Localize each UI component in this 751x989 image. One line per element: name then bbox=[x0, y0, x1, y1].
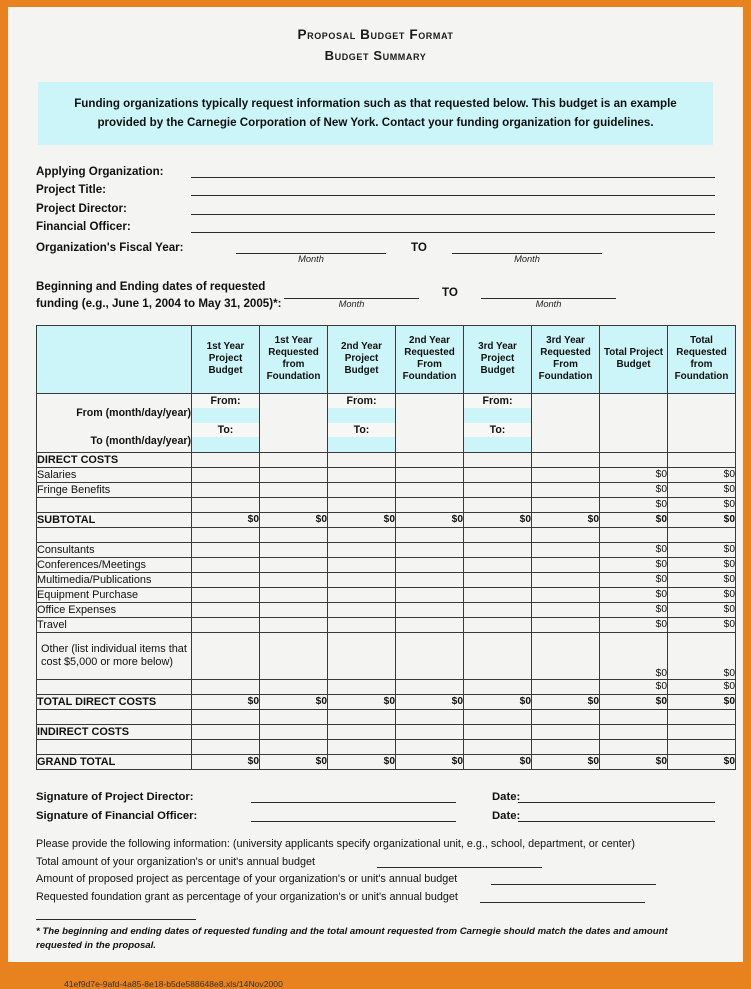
table-cell[interactable] bbox=[260, 452, 328, 467]
table-cell[interactable]: $0 bbox=[532, 694, 600, 709]
column-header-6: Total Project Budget bbox=[600, 325, 668, 393]
budget-table-body bbox=[37, 393, 736, 769]
table-cell[interactable] bbox=[192, 617, 260, 632]
table-cell[interactable] bbox=[396, 527, 464, 542]
row-label bbox=[37, 739, 192, 754]
table-cell[interactable] bbox=[396, 602, 464, 617]
table-cell[interactable]: $0 bbox=[600, 497, 668, 512]
budget-header-row bbox=[37, 325, 736, 393]
row-label bbox=[37, 709, 192, 724]
page-subtitle: Budget Summary bbox=[324, 47, 427, 63]
date-to-prefix: To: bbox=[328, 423, 395, 437]
financial-officer-signature-input[interactable] bbox=[251, 808, 456, 822]
table-cell[interactable] bbox=[464, 709, 532, 724]
row-label bbox=[37, 679, 192, 694]
month-caption: Month bbox=[298, 254, 324, 265]
table-cell[interactable] bbox=[328, 527, 396, 542]
table-cell[interactable] bbox=[532, 542, 600, 557]
info-row-grant-percentage bbox=[36, 885, 715, 903]
date-from-input[interactable] bbox=[328, 408, 395, 423]
table-cell[interactable] bbox=[260, 679, 328, 694]
footnote-text: * The beginning and ending dates of requested funding and the total amount requested from Carnegie should match the dates and amount requested in the proposal. bbox=[36, 925, 668, 951]
page-title: Proposal Budget Format bbox=[297, 27, 454, 42]
date-cell-empty[interactable] bbox=[260, 393, 328, 452]
table-cell[interactable]: $0 bbox=[600, 754, 668, 769]
table-cell[interactable] bbox=[532, 709, 600, 724]
month-caption: Month bbox=[338, 298, 365, 309]
table-cell[interactable] bbox=[600, 724, 668, 739]
table-cell[interactable] bbox=[192, 557, 260, 572]
table-cell[interactable] bbox=[328, 602, 396, 617]
table-cell[interactable] bbox=[260, 572, 328, 587]
table-cell[interactable] bbox=[192, 452, 260, 467]
date-from-input[interactable] bbox=[192, 408, 259, 423]
table-cell[interactable] bbox=[396, 497, 464, 512]
date-cell-year2[interactable] bbox=[328, 393, 396, 452]
table-cell[interactable]: $0 bbox=[600, 572, 668, 587]
table-cell[interactable] bbox=[396, 739, 464, 754]
row-label: TOTAL DIRECT COSTS bbox=[37, 694, 192, 709]
field-applying-organization bbox=[36, 159, 715, 178]
info-label: Total amount of your organization's or unit's annual budget bbox=[36, 855, 316, 868]
table-cell[interactable] bbox=[532, 467, 600, 482]
table-cell[interactable] bbox=[532, 482, 600, 497]
table-cell[interactable] bbox=[668, 452, 736, 467]
date-cell-empty[interactable] bbox=[600, 393, 668, 452]
table-row bbox=[37, 527, 736, 542]
row-label bbox=[37, 527, 192, 542]
table-cell[interactable] bbox=[328, 709, 396, 724]
table-row bbox=[37, 542, 736, 557]
funding-dates-from-input[interactable] bbox=[284, 285, 419, 299]
table-cell[interactable]: $0 bbox=[668, 587, 736, 602]
fiscal-year-captions bbox=[36, 254, 715, 268]
info-banner: Funding organizations typically request information such as that requested below. This budget is an example provided by the Carnegie Corporation of New York. Contact your funding organization for guidelines. bbox=[38, 82, 713, 145]
grant-percentage-input[interactable] bbox=[480, 890, 645, 903]
table-cell[interactable] bbox=[464, 527, 532, 542]
date-cell-empty[interactable] bbox=[668, 393, 736, 452]
table-cell[interactable] bbox=[192, 709, 260, 724]
table-cell[interactable]: $0 bbox=[396, 512, 464, 527]
table-cell[interactable] bbox=[192, 587, 260, 602]
document-id: 41ef9d7e-9afd-4a85-8e18-b5de588648e8.xls/14Nov2000 bbox=[64, 978, 283, 989]
table-cell[interactable] bbox=[396, 617, 464, 632]
table-cell[interactable] bbox=[464, 724, 532, 739]
table-row bbox=[37, 724, 736, 739]
table-cell[interactable]: $0 bbox=[532, 754, 600, 769]
table-cell[interactable] bbox=[532, 602, 600, 617]
table-cell[interactable] bbox=[668, 724, 736, 739]
funding-dates-fields bbox=[284, 280, 715, 313]
field-funding-dates bbox=[36, 279, 715, 313]
form-fields bbox=[36, 159, 715, 313]
table-cell[interactable]: $0 bbox=[464, 694, 532, 709]
project-percentage-input[interactable] bbox=[491, 872, 656, 885]
info-intro-row bbox=[36, 833, 715, 851]
table-cell[interactable]: $0 bbox=[192, 754, 260, 769]
table-cell[interactable] bbox=[328, 617, 396, 632]
date-range-row bbox=[37, 393, 736, 452]
date-from-prefix: From: bbox=[328, 394, 395, 408]
signature-row-director bbox=[36, 784, 715, 803]
table-cell[interactable]: $0 bbox=[600, 482, 668, 497]
table-cell[interactable] bbox=[192, 467, 260, 482]
info-intro: Please provide the following information: (university applicants specify organizational unit, e.g., school, department, or center) bbox=[36, 838, 635, 851]
date-range-labels bbox=[37, 393, 192, 452]
table-cell[interactable] bbox=[396, 482, 464, 497]
table-cell[interactable] bbox=[192, 679, 260, 694]
field-label: Applying Organization: bbox=[36, 164, 164, 178]
table-cell[interactable] bbox=[396, 632, 464, 679]
table-cell[interactable]: $0 bbox=[260, 512, 328, 527]
funding-dates-label bbox=[36, 279, 284, 313]
table-cell[interactable]: $0 bbox=[260, 754, 328, 769]
table-cell[interactable] bbox=[260, 482, 328, 497]
row-label: Office Expenses bbox=[37, 602, 192, 617]
row-label: Salaries bbox=[37, 467, 192, 482]
table-cell[interactable]: $0 bbox=[668, 694, 736, 709]
column-header-4: 3rd Year Project Budget bbox=[464, 325, 532, 393]
table-cell[interactable]: $0 bbox=[192, 694, 260, 709]
column-header-7: Total Requested from Foundation bbox=[668, 325, 736, 393]
row-label: DIRECT COSTS bbox=[37, 452, 192, 467]
table-cell[interactable] bbox=[192, 497, 260, 512]
table-cell[interactable] bbox=[464, 482, 532, 497]
table-cell[interactable] bbox=[396, 452, 464, 467]
table-cell[interactable] bbox=[600, 452, 668, 467]
field-financial-officer bbox=[36, 215, 715, 234]
row-label: INDIRECT COSTS bbox=[37, 724, 192, 739]
fiscal-year-to-input[interactable] bbox=[452, 240, 602, 254]
date-to-prefix: To: bbox=[464, 423, 531, 437]
row-label: Conferences/Meetings bbox=[37, 557, 192, 572]
date-label: Date: bbox=[492, 790, 521, 803]
table-cell[interactable]: $0 bbox=[396, 754, 464, 769]
project-director-date-input[interactable] bbox=[518, 789, 715, 803]
table-cell[interactable]: $0 bbox=[668, 602, 736, 617]
table-cell[interactable]: $0 bbox=[668, 542, 736, 557]
table-cell[interactable] bbox=[668, 709, 736, 724]
table-cell[interactable] bbox=[668, 739, 736, 754]
table-cell[interactable] bbox=[532, 617, 600, 632]
table-row bbox=[37, 452, 736, 467]
funding-dates-label-line2: funding (e.g., June 1, 2004 to May 31, 2005)*: bbox=[36, 297, 282, 311]
fiscal-year-from-input[interactable] bbox=[236, 240, 386, 254]
table-cell[interactable]: $0 bbox=[600, 467, 668, 482]
table-cell[interactable] bbox=[464, 542, 532, 557]
table-row bbox=[37, 512, 736, 527]
date-to-prefix: To: bbox=[192, 423, 259, 437]
table-cell[interactable] bbox=[192, 542, 260, 557]
table-cell[interactable]: $0 bbox=[668, 467, 736, 482]
row-label: GRAND TOTAL bbox=[37, 754, 192, 769]
table-row bbox=[37, 587, 736, 602]
table-cell[interactable]: $0 bbox=[600, 602, 668, 617]
table-cell[interactable]: $0 bbox=[668, 679, 736, 694]
table-cell[interactable] bbox=[464, 632, 532, 679]
table-row bbox=[37, 709, 736, 724]
field-label: Financial Officer: bbox=[36, 220, 131, 234]
footnote-divider bbox=[36, 919, 196, 920]
table-cell[interactable] bbox=[260, 497, 328, 512]
table-cell[interactable]: $0 bbox=[668, 497, 736, 512]
table-cell[interactable] bbox=[260, 632, 328, 679]
signature-section bbox=[36, 784, 715, 822]
info-row-project-percentage bbox=[36, 868, 715, 886]
table-cell[interactable] bbox=[260, 587, 328, 602]
table-cell[interactable] bbox=[396, 709, 464, 724]
table-cell[interactable] bbox=[396, 587, 464, 602]
table-cell[interactable] bbox=[532, 679, 600, 694]
table-cell[interactable] bbox=[464, 739, 532, 754]
table-cell[interactable] bbox=[260, 527, 328, 542]
field-fiscal-year bbox=[36, 235, 715, 254]
project-director-input[interactable] bbox=[191, 201, 715, 215]
funding-dates-to-word: TO bbox=[442, 285, 458, 299]
table-cell[interactable]: $0 bbox=[600, 679, 668, 694]
date-from-prefix: From: bbox=[192, 394, 259, 408]
table-cell[interactable]: $0 bbox=[396, 694, 464, 709]
date-to-input[interactable] bbox=[328, 437, 395, 452]
table-cell[interactable]: $0 bbox=[328, 694, 396, 709]
table-cell[interactable] bbox=[328, 632, 396, 679]
info-label: Requested foundation grant as percentage of your organization's or unit's annual budget bbox=[36, 890, 458, 903]
date-from-input[interactable] bbox=[464, 408, 531, 423]
table-cell[interactable] bbox=[260, 542, 328, 557]
table-cell[interactable]: $0 bbox=[668, 512, 736, 527]
table-cell[interactable]: $0 bbox=[192, 512, 260, 527]
table-cell[interactable] bbox=[328, 679, 396, 694]
date-to-label: To (month/day/year) bbox=[90, 434, 191, 447]
row-label: Other (list individual items that cost $5,000 or more below) bbox=[37, 632, 192, 679]
row-label: Fringe Benefits bbox=[37, 482, 192, 497]
field-label: Project Director: bbox=[36, 201, 127, 215]
applying-organization-input[interactable] bbox=[191, 164, 715, 178]
table-cell[interactable] bbox=[532, 632, 600, 679]
table-cell[interactable] bbox=[260, 557, 328, 572]
signature-row-officer bbox=[36, 803, 715, 822]
table-cell[interactable] bbox=[260, 617, 328, 632]
column-header-0: 1st Year Project Budget bbox=[192, 325, 260, 393]
date-from-label: From (month/day/year) bbox=[76, 407, 191, 420]
table-cell[interactable] bbox=[532, 497, 600, 512]
table-cell[interactable]: $0 bbox=[464, 754, 532, 769]
date-to-input[interactable] bbox=[192, 437, 259, 452]
table-cell[interactable] bbox=[464, 572, 532, 587]
funding-dates-to-input[interactable] bbox=[481, 285, 616, 299]
row-label: Travel bbox=[37, 617, 192, 632]
table-cell[interactable]: $0 bbox=[600, 632, 668, 679]
table-cell[interactable]: $0 bbox=[600, 512, 668, 527]
date-cell-year1[interactable] bbox=[192, 393, 260, 452]
table-cell[interactable]: $0 bbox=[668, 617, 736, 632]
table-cell[interactable] bbox=[260, 709, 328, 724]
column-header-5: 3rd Year Requested From Foundation bbox=[532, 325, 600, 393]
table-cell[interactable] bbox=[260, 602, 328, 617]
signature-label: Signature of Financial Officer: bbox=[36, 809, 198, 822]
table-row bbox=[37, 754, 736, 769]
funding-dates-label-line1: Beginning and Ending dates of requested bbox=[36, 280, 266, 294]
table-cell[interactable]: $0 bbox=[668, 572, 736, 587]
table-cell[interactable]: $0 bbox=[600, 617, 668, 632]
table-cell[interactable] bbox=[396, 679, 464, 694]
table-cell[interactable] bbox=[600, 527, 668, 542]
table-cell[interactable] bbox=[328, 542, 396, 557]
table-cell[interactable]: $0 bbox=[328, 512, 396, 527]
additional-info-section bbox=[36, 833, 715, 903]
table-cell[interactable] bbox=[464, 679, 532, 694]
column-header-3: 2nd Year Requested From Foundation bbox=[396, 325, 464, 393]
table-cell[interactable] bbox=[192, 724, 260, 739]
table-cell[interactable] bbox=[192, 482, 260, 497]
table-row bbox=[37, 557, 736, 572]
table-row bbox=[37, 679, 736, 694]
table-row bbox=[37, 572, 736, 587]
table-row bbox=[37, 739, 736, 754]
annual-budget-input[interactable] bbox=[377, 855, 542, 868]
budget-table-head bbox=[37, 325, 736, 393]
table-cell[interactable] bbox=[532, 739, 600, 754]
date-label: Date: bbox=[492, 809, 521, 822]
month-caption: Month bbox=[514, 254, 540, 265]
date-cell-year3[interactable] bbox=[464, 393, 532, 452]
table-row bbox=[37, 467, 736, 482]
table-row bbox=[37, 602, 736, 617]
corner-header bbox=[37, 325, 192, 393]
table-cell[interactable] bbox=[396, 542, 464, 557]
row-label: Multimedia/Publications bbox=[37, 572, 192, 587]
field-project-director bbox=[36, 196, 715, 215]
table-cell[interactable] bbox=[396, 572, 464, 587]
field-label: Project Title: bbox=[36, 183, 107, 197]
table-cell[interactable]: $0 bbox=[668, 754, 736, 769]
table-cell[interactable] bbox=[328, 452, 396, 467]
table-cell[interactable] bbox=[464, 467, 532, 482]
table-cell[interactable] bbox=[328, 557, 396, 572]
financial-officer-input[interactable] bbox=[191, 219, 715, 233]
table-cell[interactable]: $0 bbox=[600, 542, 668, 557]
table-cell[interactable]: $0 bbox=[600, 694, 668, 709]
date-to-input[interactable] bbox=[464, 437, 531, 452]
table-cell[interactable] bbox=[328, 482, 396, 497]
column-header-2: 2nd Year Project Budget bbox=[328, 325, 396, 393]
info-label: Amount of proposed project as percentage of your organization's or unit's annual budget bbox=[36, 873, 458, 886]
info-row-annual-budget bbox=[36, 850, 715, 868]
financial-officer-date-input[interactable] bbox=[518, 808, 715, 822]
table-cell[interactable]: $0 bbox=[600, 557, 668, 572]
table-cell[interactable] bbox=[192, 602, 260, 617]
table-cell[interactable] bbox=[192, 572, 260, 587]
table-cell[interactable] bbox=[532, 587, 600, 602]
table-cell[interactable]: $0 bbox=[668, 482, 736, 497]
table-cell[interactable] bbox=[328, 467, 396, 482]
table-cell[interactable] bbox=[668, 527, 736, 542]
table-cell[interactable] bbox=[260, 739, 328, 754]
table-cell[interactable] bbox=[532, 527, 600, 542]
row-label: Consultants bbox=[37, 542, 192, 557]
table-cell[interactable]: $0 bbox=[464, 512, 532, 527]
month-caption: Month bbox=[535, 298, 562, 309]
table-cell[interactable] bbox=[396, 724, 464, 739]
fiscal-year-label: Organization's Fiscal Year: bbox=[36, 241, 184, 255]
table-cell[interactable] bbox=[396, 467, 464, 482]
budget-table bbox=[36, 325, 736, 770]
table-cell[interactable] bbox=[464, 602, 532, 617]
table-cell[interactable] bbox=[464, 452, 532, 467]
table-cell[interactable]: $0 bbox=[260, 694, 328, 709]
table-cell[interactable] bbox=[192, 527, 260, 542]
table-cell[interactable]: $0 bbox=[328, 754, 396, 769]
date-cell-empty[interactable] bbox=[532, 393, 600, 452]
table-row bbox=[37, 497, 736, 512]
date-from-prefix: From: bbox=[464, 394, 531, 408]
table-row bbox=[37, 482, 736, 497]
fiscal-year-to-word: TO bbox=[411, 241, 427, 255]
row-label bbox=[37, 497, 192, 512]
signature-label: Signature of Project Director: bbox=[36, 790, 194, 803]
document-page bbox=[8, 7, 743, 989]
column-header-1: 1st Year Requested from Foundation bbox=[260, 325, 328, 393]
table-cell[interactable] bbox=[600, 709, 668, 724]
field-project-title bbox=[36, 178, 715, 197]
row-label: Equipment Purchase bbox=[37, 587, 192, 602]
table-cell[interactable] bbox=[328, 572, 396, 587]
table-cell[interactable] bbox=[328, 587, 396, 602]
table-row bbox=[37, 694, 736, 709]
table-cell[interactable] bbox=[328, 497, 396, 512]
table-cell[interactable] bbox=[532, 452, 600, 467]
table-cell[interactable]: $0 bbox=[668, 632, 736, 679]
table-cell[interactable] bbox=[328, 724, 396, 739]
project-title-input[interactable] bbox=[191, 182, 715, 196]
table-cell[interactable] bbox=[532, 557, 600, 572]
table-cell[interactable] bbox=[600, 739, 668, 754]
project-director-signature-input[interactable] bbox=[251, 789, 456, 803]
table-cell[interactable] bbox=[260, 724, 328, 739]
table-cell[interactable] bbox=[396, 557, 464, 572]
table-row bbox=[37, 617, 736, 632]
title-block bbox=[28, 25, 723, 66]
table-cell[interactable]: $0 bbox=[668, 557, 736, 572]
table-cell[interactable] bbox=[532, 572, 600, 587]
table-cell[interactable] bbox=[192, 632, 260, 679]
table-cell[interactable] bbox=[328, 739, 396, 754]
table-cell[interactable] bbox=[464, 587, 532, 602]
table-cell[interactable]: $0 bbox=[600, 587, 668, 602]
table-row bbox=[37, 632, 736, 679]
table-cell[interactable] bbox=[464, 617, 532, 632]
table-cell[interactable] bbox=[260, 467, 328, 482]
table-cell[interactable] bbox=[192, 739, 260, 754]
table-cell[interactable] bbox=[464, 557, 532, 572]
table-cell[interactable]: $0 bbox=[532, 512, 600, 527]
row-label: SUBTOTAL bbox=[37, 512, 192, 527]
table-cell[interactable] bbox=[464, 497, 532, 512]
date-cell-empty[interactable] bbox=[396, 393, 464, 452]
table-cell[interactable] bbox=[532, 724, 600, 739]
